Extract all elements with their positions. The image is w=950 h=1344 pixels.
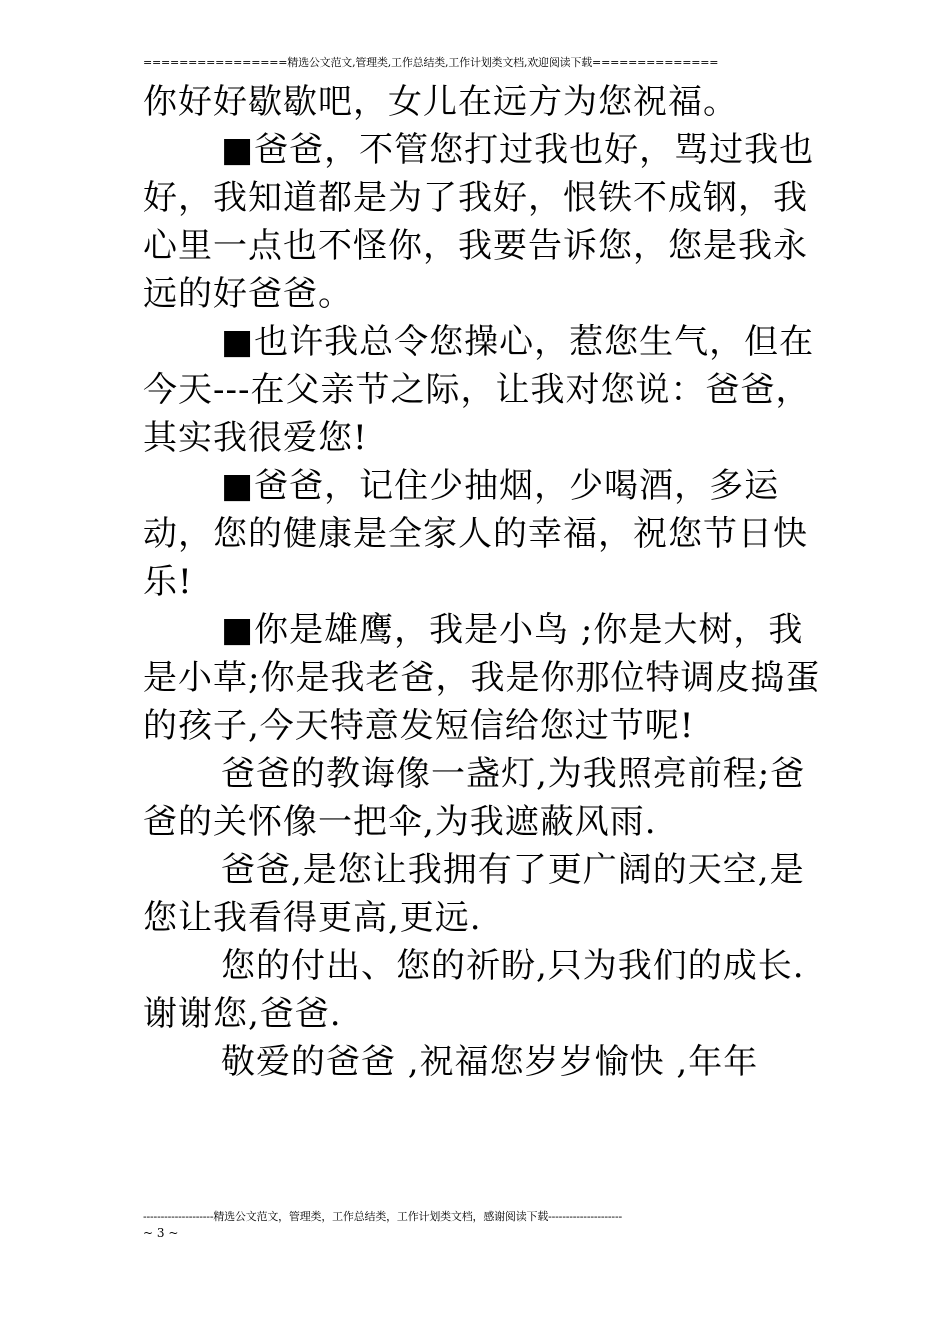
paragraph: 您的付出、您的祈盼,只为我们的成长.谢谢您,爸爸. xyxy=(143,946,805,1034)
paragraph: ■爸爸，不管您打过我也好，骂过我也好，我知道都是为了我好，恨铁不成钢，我心里一点也不怪你，我要告诉您，您是我永远的好爸爸。 xyxy=(143,130,815,314)
paragraph: ■也许我总令您操心，惹您生气，但在今天---在父亲节之际，让我对您说：爸爸，其实我很爱您! xyxy=(143,322,815,458)
paragraph: ■你是雄鹰，我是小鸟 ;你是大树，我是小草;你是我老爸，我是你那位特调皮捣蛋的孩子,今天特意发短信给您过节呢! xyxy=(143,610,821,746)
paragraph: 爸爸,是您让我拥有了更广阔的天空,是您让我看得更高,更远. xyxy=(143,850,805,938)
paragraph: 爸爸的教诲像一盏灯,为我照亮前程;爸爸的关怀像一把伞,为我遮蔽风雨. xyxy=(143,754,806,842)
paragraph: ■爸爸，记住少抽烟，少喝酒，多运动，您的健康是全家人的幸福，祝您节日快乐! xyxy=(143,466,808,602)
footer-banner: --------------------精选公文范文，管理类，工作总结类，工作计划类文档，感谢阅读下载--------------------- xyxy=(143,1210,622,1223)
paragraph-continuation: 你好好歇歇吧，女儿在远方为您祝福。 xyxy=(143,82,738,122)
page-number: ~ 3 ~ xyxy=(143,1226,179,1240)
document-body xyxy=(143,78,823,1086)
header-banner: ================精选公文范文,管理类,工作总结类,工作计划类文档,欢迎阅读下载============== xyxy=(143,56,719,69)
paragraph: 敬爱的爸爸 ,祝福您岁岁愉快 ,年年 xyxy=(221,1042,759,1082)
